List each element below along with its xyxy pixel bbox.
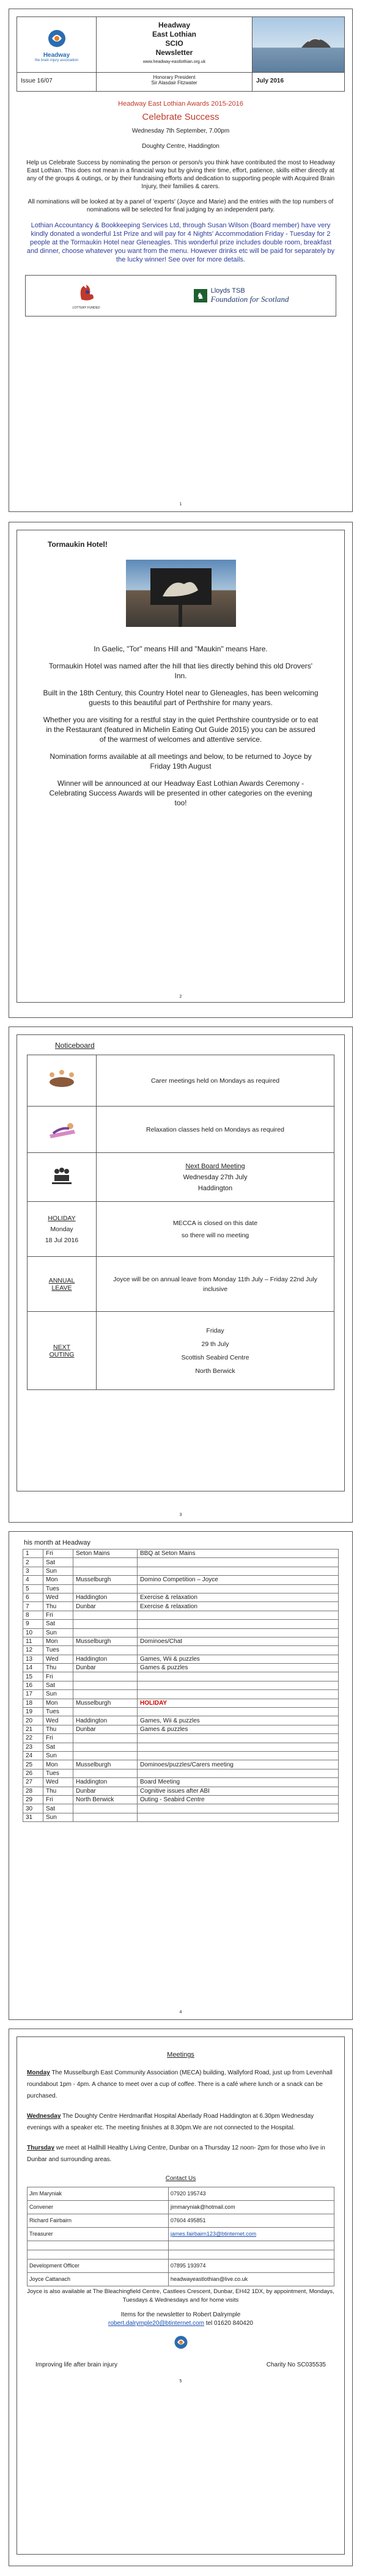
calendar-row	[23, 1813, 339, 1821]
editor-phone: tel 01620 840420	[205, 2320, 253, 2327]
calendar-day-number: 30	[23, 1804, 43, 1813]
calendar-location	[73, 1620, 138, 1628]
calendar-row	[23, 1716, 339, 1725]
board-meeting-title: Next Board Meeting	[185, 1162, 245, 1170]
issue-date: July 2016	[256, 78, 284, 84]
calendar-weekday: Fri	[43, 1734, 73, 1743]
notice-holiday-row	[28, 1202, 334, 1257]
calendar-weekday: Mon	[43, 1699, 73, 1707]
relaxation-icon	[46, 1116, 78, 1141]
relax-icon-cell	[28, 1107, 97, 1153]
tormaukin-box	[17, 530, 345, 1003]
notice-outing-row	[28, 1312, 334, 1390]
calendar-activity: Exercise & relaxation	[138, 1602, 339, 1611]
page-number: 3	[179, 1513, 182, 1517]
contact-name	[28, 2241, 169, 2250]
calendar-weekday: Sat	[43, 1804, 73, 1813]
calendar-activity	[138, 1681, 339, 1689]
holiday-day: Monday	[50, 1225, 73, 1233]
editor-email-link[interactable]: robert.dalrymple20@btinternet.com	[108, 2320, 204, 2327]
calendar-location: Musselburgh	[73, 1637, 138, 1645]
meetings-box	[17, 2036, 345, 2555]
calendar-row	[23, 1637, 339, 1645]
calendar-weekday: Sat	[43, 1743, 73, 1751]
lloyds-name: Lloyds TSB	[210, 287, 245, 295]
headway-footer-logo-icon	[171, 2334, 191, 2352]
calendar-row	[23, 1593, 339, 1601]
calendar-activity	[138, 1769, 339, 1777]
calendar-day-number: 23	[23, 1743, 43, 1751]
calendar-weekday: Thu	[43, 1664, 73, 1672]
board-meeting-icon	[50, 1165, 74, 1187]
calendar-activity: Dominoes/puzzles/Carers meeting	[138, 1760, 339, 1769]
contact-row	[28, 2214, 334, 2228]
page-number: 4	[179, 2010, 182, 2014]
awards-intro: Help us Celebrate Success by nominating the person or person/s you think have contributed the most to Headway East Lothian. This does not mean in a financial way but by giving their time, effort, patience, skills either directly at any of the groups & outings, or by their fundraising efforts and dedication to supporting people with Acquired Brain Injury, their families & carers.	[26, 159, 335, 190]
headway-logo	[17, 17, 97, 72]
calendar-location: Dunbar	[73, 1787, 138, 1795]
calendar-row	[23, 1611, 339, 1619]
logo-subtext: the brain injury association	[34, 58, 79, 62]
holiday-label: HOLIDAY	[48, 1214, 76, 1222]
winner-announcement: Winner will be announced at our Headway East Lothian Awards Ceremony - Celebrating Success Awards will be presented in other categories on the evening too!	[49, 779, 312, 807]
wednesday-meeting	[27, 2110, 334, 2134]
celebrate-success-heading: Celebrate Success	[142, 112, 219, 122]
contact-row	[28, 2187, 334, 2201]
honorary-president	[97, 73, 253, 91]
calendar-location	[73, 1743, 138, 1751]
calendar-day-number: 26	[23, 1769, 43, 1777]
notice-board-row	[28, 1153, 334, 1202]
masthead	[17, 16, 345, 73]
title-line-2: East Lothian	[152, 30, 196, 38]
masthead-info-bar	[17, 73, 345, 92]
calendar-day-number: 10	[23, 1628, 43, 1637]
title-line-3: SCIO	[165, 39, 183, 48]
contact-name: Joyce Cattanach	[28, 2273, 169, 2286]
contact-row	[28, 2241, 334, 2250]
calendar-activity: Cognitive issues after ABI	[138, 1787, 339, 1795]
calendar-day-number: 21	[23, 1725, 43, 1733]
relaxation-classes: Relaxation classes held on Mondays as required	[97, 1107, 334, 1153]
calendar-weekday: Fri	[43, 1672, 73, 1681]
event-where: Doughty Centre, Haddington	[142, 143, 219, 150]
calendar-day-number: 25	[23, 1760, 43, 1769]
calendar-activity: Exercise & relaxation	[138, 1593, 339, 1601]
calendar-day-number: 8	[23, 1611, 43, 1619]
contact-detail[interactable]: jimmaryniak@hotmail.com	[168, 2201, 334, 2214]
gaelic-meaning: In Gaelic, "Tor" means Hill and "Maukin" means Hare.	[94, 645, 268, 653]
calendar-weekday: Wed	[43, 1655, 73, 1663]
calendar-row	[23, 1620, 339, 1628]
calendar-activity: Games, Wii & puzzles	[138, 1716, 339, 1725]
footer-tagline: Improving life after brain injury	[35, 2362, 117, 2368]
outing-cell	[97, 1312, 334, 1390]
calendar-weekday: Mon	[43, 1760, 73, 1769]
calendar-row	[23, 1655, 339, 1663]
annual-leave-text: Joyce will be on annual leave from Monday 11th July – Friday 22nd July inclusive	[97, 1257, 334, 1312]
calendar-location	[73, 1681, 138, 1689]
calendar-row	[23, 1584, 339, 1593]
calendar-day-number: 1	[23, 1550, 43, 1558]
calendar-row	[23, 1576, 339, 1584]
calendar-activity: Outing - Seabird Centre	[138, 1795, 339, 1804]
funders-box	[25, 275, 336, 317]
seabird-photo	[253, 17, 344, 72]
calendar-location: Haddington	[73, 1778, 138, 1787]
outing-day: Friday	[206, 1326, 224, 1334]
contact-row	[28, 2273, 334, 2286]
calendar-row	[23, 1558, 339, 1567]
calendar-day-number: 27	[23, 1778, 43, 1787]
contact-title: Contact Us	[165, 2175, 196, 2182]
calendar-location	[73, 1708, 138, 1716]
thursday-meeting	[27, 2142, 334, 2165]
contact-detail: 07920 195743	[168, 2187, 334, 2201]
calendar-row	[23, 1664, 339, 1672]
board-icon-cell	[28, 1153, 97, 1202]
calendar-day-number: 4	[23, 1576, 43, 1584]
lloyds-foundation: Foundation for Scotland	[210, 295, 289, 304]
holiday-text-cell	[97, 1202, 334, 1257]
contact-row	[28, 2250, 334, 2259]
calendar-weekday: Thu	[43, 1725, 73, 1733]
meeting-group-icon	[46, 1067, 78, 1092]
newsletter-page-5	[9, 2029, 353, 2566]
calendar-day-number: 7	[23, 1602, 43, 1611]
thursday-text: we meet at Hallhill Healthy Living Centre, Dunbar on a Thursday 12 noon- 2pm for those who live in Dunbar and surrounding areas.	[27, 2145, 325, 2163]
contact-detail: 07604 495851	[168, 2214, 334, 2228]
contact-detail[interactable]: james.fairbairn123@btinternet.com	[168, 2228, 334, 2241]
calendar-row	[23, 1769, 339, 1777]
footer-logo	[27, 2334, 334, 2357]
page-number: 2	[179, 995, 182, 999]
board-meeting-place: Haddington	[197, 1184, 233, 1192]
calendar-activity	[138, 1611, 339, 1619]
calendar-weekday: Fri	[43, 1611, 73, 1619]
contact-detail	[168, 2241, 334, 2250]
lottery-logo	[73, 282, 100, 310]
calendar-weekday: Fri	[43, 1795, 73, 1804]
contact-row	[28, 2259, 334, 2273]
page-number: 5	[179, 2379, 182, 2384]
lottery-hand-icon	[75, 282, 97, 303]
contact-name: Treasurer	[28, 2228, 169, 2241]
calendar-row	[23, 1602, 339, 1611]
calendar-activity	[138, 1567, 339, 1575]
calendar-location: Dunbar	[73, 1664, 138, 1672]
contact-name: Richard Fairbairn	[28, 2214, 169, 2228]
newsletter-contact-line	[27, 2319, 334, 2328]
lloyds-logo	[194, 287, 289, 304]
contact-name: Jim Maryniak	[28, 2187, 169, 2201]
calendar-weekday: Tues	[43, 1769, 73, 1777]
calendar-activity	[138, 1708, 339, 1716]
contact-detail: 07895 193974	[168, 2259, 334, 2273]
newsletter-page-4	[9, 1531, 353, 2020]
calendar-weekday: Wed	[43, 1716, 73, 1725]
president-name: Sir Alasdair Fitzwater	[151, 80, 197, 86]
calendar-activity: BBQ at Seton Mains	[138, 1550, 339, 1558]
outing-place: Scottish Seabird Centre	[181, 1353, 249, 1361]
calendar-box	[17, 1539, 345, 1822]
monday-text: The Musselburgh East Community Association (MECA) building, Wallyford Road, just up from Levenhall roundabout 1pm - 4pm. A chance to meet over a cup of coffee. There is a café where lunch or a snack can be purchased.	[27, 2069, 333, 2099]
calendar-weekday: Mon	[43, 1637, 73, 1645]
calendar-row	[23, 1778, 339, 1787]
calendar-location	[73, 1611, 138, 1619]
calendar-day-number: 5	[23, 1584, 43, 1593]
issue-number: Issue 16/07	[17, 73, 97, 91]
hotel-welcome: Whether you are visiting for a restful stay in the quiet Perthshire countryside or to eat in the Restaurant (featured in Michelin Eating Out Guide 2015) you can be assured of the warmest of welcomes and attentive service.	[43, 715, 319, 744]
calendar-day-number: 20	[23, 1716, 43, 1725]
lottery-label: LOTTERY FUNDED	[72, 306, 100, 310]
wednesday-label: Wednesday	[27, 2113, 61, 2120]
charity-number: Charity No SC035535	[266, 2362, 326, 2368]
calendar-activity: Games & puzzles	[138, 1725, 339, 1733]
bass-rock-icon	[253, 17, 344, 71]
tormaukin-title: Tormaukin Hotel!	[48, 540, 108, 549]
wednesday-text: The Doughty Centre Herdmanflat Hospital Aberlady Road Haddington at 6.30pm Wednesday evenings with a speaker etc. The meeting finishes at 8.30pm.We are not connected to the Hospital.	[27, 2113, 314, 2131]
calendar-weekday: Sun	[43, 1751, 73, 1760]
outing-town: North Berwick	[195, 1367, 235, 1375]
title-line-4: Newsletter	[155, 48, 193, 57]
joyce-availability: Joyce is also available at The Bleachingfield Centre, Castlees Crescent, Dunbar, EH42 1DX, by appointment, Mondays, Tuesdays & Wednesdays and for home visits	[27, 2288, 334, 2303]
website-link[interactable]: www.headway-eastlothian.org.uk	[142, 60, 206, 64]
calendar-day-number: 13	[23, 1655, 43, 1663]
calendar-day-number: 6	[23, 1593, 43, 1601]
calendar-activity	[138, 1751, 339, 1760]
hotel-name-origin: Tormaukin Hotel was named after the hill that lies directly behind this old Drovers' Inn.	[48, 662, 313, 680]
newsletter-items: Items for the newsletter to Robert Dalrymple	[120, 2311, 241, 2318]
calendar-location: Dunbar	[73, 1602, 138, 1611]
event-when: Wednesday 7th September, 7.00pm	[131, 128, 230, 134]
calendar-day-number: 2	[23, 1558, 43, 1567]
calendar-activity: Games, Wii & puzzles	[138, 1655, 339, 1663]
calendar-day-number: 14	[23, 1664, 43, 1672]
calendar-activity: Dominoes/Chat	[138, 1637, 339, 1645]
prize-details: Lothian Accountancy & Bookkeeping Services Ltd, through Susan Wilson (Board member) have very kindly donated a wonderful 1st Prize and will pay for 4 Nights' Accommodation Friday - Tuesday for 2 people at the Tormaukin Hotel near Gleneagles. This wonderful prize includes double room, breakfast and dinner, choose whatever you want from the menu. However drinks etc will be paid for separately by the lucky winner! See over for more details.	[26, 222, 335, 263]
calendar-activity	[138, 1734, 339, 1743]
calendar-location: Haddington	[73, 1716, 138, 1725]
calendar-day-number: 3	[23, 1567, 43, 1575]
contact-name	[28, 2250, 169, 2259]
calendar-location: Haddington	[73, 1593, 138, 1601]
calendar-location: Musselburgh	[73, 1576, 138, 1584]
meetings-title: Meetings	[167, 2051, 194, 2058]
awards-panel: All nominations will be looked at by a panel of 'experts' (Joyce and Marie) and the entries with the top numbers of nominations will be selected for final judging by an independent party.	[28, 199, 334, 213]
calendar-activity	[138, 1628, 339, 1637]
page-number: 1	[179, 502, 182, 507]
holiday-text-1: MECCA is closed on this date	[172, 1219, 258, 1227]
newsletter-page-1	[9, 9, 353, 512]
calendar-weekday: Sun	[43, 1628, 73, 1637]
calendar-row	[23, 1628, 339, 1637]
calendar-row	[23, 1672, 339, 1681]
calendar-location: Musselburgh	[73, 1760, 138, 1769]
calendar-day-number: 31	[23, 1813, 43, 1821]
calendar-weekday: Thu	[43, 1602, 73, 1611]
president-label: Honorary President	[153, 75, 196, 80]
calendar-location	[73, 1690, 138, 1699]
calendar-location	[73, 1567, 138, 1575]
calendar-weekday: Sat	[43, 1620, 73, 1628]
hotel-history: Built in the 18th Century, this Country Hotel near to Gleneagles, has been welcoming guests to this beautiful part of Perthshire for many years.	[43, 689, 319, 707]
carer-meetings: Carer meetings held on Mondays as required	[97, 1055, 334, 1107]
outing-date: 29 th July	[201, 1340, 229, 1348]
calendar-activity	[138, 1646, 339, 1655]
calendar-row	[23, 1681, 339, 1689]
calendar-location	[73, 1734, 138, 1743]
calendar-day-number: 15	[23, 1672, 43, 1681]
logo-text: Headway	[43, 51, 70, 59]
contact-row	[28, 2228, 334, 2241]
calendar-location	[73, 1628, 138, 1637]
noticeboard-table	[27, 1055, 334, 1390]
calendar-day-number: 24	[23, 1751, 43, 1760]
calendar-activity	[138, 1558, 339, 1567]
newsletter-title	[97, 17, 253, 72]
calendar-activity	[138, 1584, 339, 1593]
calendar-location: Dunbar	[73, 1725, 138, 1733]
calendar-day-number: 16	[23, 1681, 43, 1689]
calendar-activity	[138, 1804, 339, 1813]
monday-meeting	[27, 2067, 334, 2102]
calendar-row	[23, 1725, 339, 1733]
annual-leave-label: ANNUAL LEAVE	[28, 1257, 97, 1312]
calendar-location	[73, 1751, 138, 1760]
calendar-weekday: Wed	[43, 1593, 73, 1601]
calendar-weekday: Fri	[43, 1550, 73, 1558]
calendar-activity	[138, 1620, 339, 1628]
noticeboard-title: Noticeboard	[55, 1041, 95, 1050]
hare-sign-icon	[126, 560, 236, 627]
calendar-day-number: 9	[23, 1620, 43, 1628]
calendar-weekday: Wed	[43, 1778, 73, 1787]
calendar-day-number: 22	[23, 1734, 43, 1743]
calendar-location: Haddington	[73, 1655, 138, 1663]
newsletter-page-3	[9, 1026, 353, 1523]
calendar-activity: Games & puzzles	[138, 1664, 339, 1672]
calendar-location	[73, 1584, 138, 1593]
calendar-day-number: 12	[23, 1646, 43, 1655]
contact-detail	[168, 2250, 334, 2259]
notice-relax-row	[28, 1107, 334, 1153]
calendar-location: Seton Mains	[73, 1550, 138, 1558]
calendar-activity: Board Meeting	[138, 1778, 339, 1787]
notice-leave-row	[28, 1257, 334, 1312]
calendar-row	[23, 1550, 339, 1558]
monday-label: Monday	[27, 2069, 50, 2076]
calendar-weekday: Sat	[43, 1558, 73, 1567]
board-meeting-cell	[97, 1153, 334, 1202]
calendar-row	[23, 1699, 339, 1707]
holiday-text-2: so there will no meeting	[181, 1231, 249, 1239]
calendar-weekday: Sun	[43, 1690, 73, 1699]
calendar-row	[23, 1743, 339, 1751]
calendar-location	[73, 1672, 138, 1681]
calendar-row	[23, 1795, 339, 1804]
calendar-weekday: Tues	[43, 1584, 73, 1593]
board-meeting-date: Wednesday 27th July	[183, 1173, 248, 1181]
calendar-weekday: Mon	[43, 1576, 73, 1584]
contact-name: Development Officer	[28, 2259, 169, 2273]
calendar-location	[73, 1769, 138, 1777]
calendar-weekday: Thu	[43, 1787, 73, 1795]
calendar-row	[23, 1646, 339, 1655]
carer-icon-cell	[28, 1055, 97, 1107]
calendar-weekday: Tues	[43, 1646, 73, 1655]
notice-carer-row	[28, 1055, 334, 1107]
contact-row	[28, 2201, 334, 2214]
contact-name: Convener	[28, 2201, 169, 2214]
holiday-cell	[28, 1202, 97, 1257]
calendar-row	[23, 1734, 339, 1743]
calendar-location	[73, 1558, 138, 1567]
calendar-row	[23, 1760, 339, 1769]
calendar-activity: HOLIDAY	[138, 1699, 339, 1707]
calendar-location: Musselburgh	[73, 1699, 138, 1707]
calendar-row	[23, 1787, 339, 1795]
calendar-row	[23, 1567, 339, 1575]
calendar-weekday: Sun	[43, 1567, 73, 1575]
calendar-table	[23, 1549, 339, 1822]
footer	[27, 2359, 334, 2371]
headway-logo-icon	[43, 27, 70, 52]
calendar-activity	[138, 1672, 339, 1681]
thursday-label: Thursday	[27, 2145, 55, 2151]
calendar-day-number: 28	[23, 1787, 43, 1795]
calendar-weekday: Sun	[43, 1813, 73, 1821]
calendar-location	[73, 1646, 138, 1655]
lloyds-horse-icon: ♞	[194, 289, 207, 302]
calendar-day-number: 17	[23, 1690, 43, 1699]
calendar-weekday: Tues	[43, 1708, 73, 1716]
nomination-forms: Nomination forms available at all meetings and below, to be returned to Joyce by Friday 19th August	[50, 752, 312, 770]
title-line-1: Headway	[158, 21, 191, 29]
noticeboard-box	[17, 1034, 345, 1491]
calendar-location	[73, 1804, 138, 1813]
contact-detail[interactable]: headwayeastlothian@live.co.uk	[168, 2273, 334, 2286]
calendar-weekday: Sat	[43, 1681, 73, 1689]
holiday-date: 18 Jul 2016	[45, 1236, 79, 1244]
calendar-day-number: 18	[23, 1699, 43, 1707]
calendar-activity: Domino Competition – Joyce	[138, 1576, 339, 1584]
calendar-location	[73, 1813, 138, 1821]
calendar-row	[23, 1690, 339, 1699]
awards-title: Headway East Lothian Awards 2015-2016	[118, 100, 243, 108]
calendar-location: North Berwick	[73, 1795, 138, 1804]
newsletter-page-2	[9, 522, 353, 1018]
calendar-row	[23, 1751, 339, 1760]
calendar-activity	[138, 1690, 339, 1699]
contact-table	[27, 2187, 334, 2286]
calendar-day-number: 29	[23, 1795, 43, 1804]
next-outing-label: NEXT OUTING	[28, 1312, 97, 1390]
calendar-day-number: 11	[23, 1637, 43, 1645]
calendar-activity	[138, 1743, 339, 1751]
calendar-title: his month at Headway	[24, 1539, 90, 1546]
calendar-day-number: 19	[23, 1708, 43, 1716]
calendar-row	[23, 1708, 339, 1716]
calendar-activity	[138, 1813, 339, 1821]
hotel-sign-photo	[126, 560, 236, 627]
calendar-row	[23, 1804, 339, 1813]
